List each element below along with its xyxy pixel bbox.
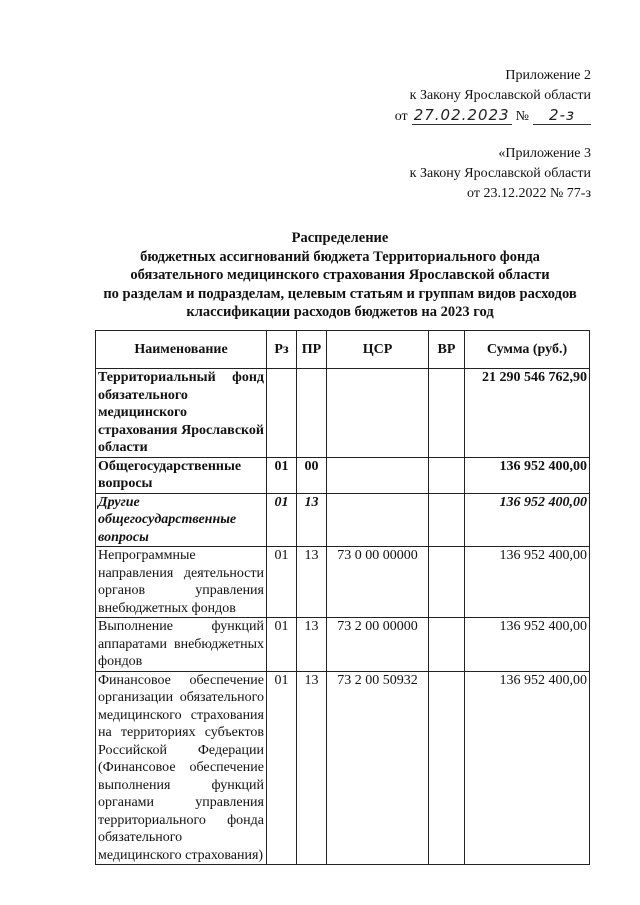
- appendix-2-title: Приложение 2: [505, 68, 591, 83]
- title-line-3: обязательного медицинского страхования Ярославской области: [130, 267, 550, 283]
- table-row: [96, 369, 590, 458]
- table-header-row: [96, 331, 590, 369]
- row-rz: 01: [267, 493, 297, 547]
- row-name: Выполнение функций аппаратами внебюджетных фондов: [96, 618, 267, 672]
- row-csr: [327, 369, 429, 458]
- table-row: [96, 618, 590, 672]
- row-vr: [429, 457, 465, 493]
- budget-table: [95, 330, 590, 865]
- row-rz: 01: [267, 457, 297, 493]
- row-pr: 13: [297, 547, 327, 618]
- title-line-4: по разделам и подразделам, целевым статьям и группам видов расходов: [103, 285, 577, 302]
- row-csr: [327, 493, 429, 547]
- appendix-3-title: «Приложение 3: [498, 146, 591, 161]
- row-name: Непрограммные направления деятельности органов управления внебюджетных фондов: [96, 547, 267, 618]
- row-name: Территориальный фонд обязательного медицинского страхования Ярославской области: [96, 369, 267, 458]
- row-rz: 01: [267, 547, 297, 618]
- row-sum: 136 952 400,00: [465, 457, 590, 493]
- appendix-2-date-line: [395, 106, 591, 127]
- row-vr: [429, 671, 465, 865]
- handwritten-date: 27.02.2023: [412, 106, 512, 125]
- row-pr: 00: [297, 457, 327, 493]
- row-sum: 136 952 400,00: [465, 618, 590, 672]
- title-line-5: классификации расходов бюджетов на 2023 год: [186, 304, 494, 320]
- row-pr: [297, 369, 327, 458]
- table-row: [96, 671, 590, 865]
- row-vr: [429, 369, 465, 458]
- row-name: Общегосударственные вопросы: [96, 457, 267, 493]
- row-pr: 13: [297, 618, 327, 672]
- row-pr: 13: [297, 493, 327, 547]
- appendix-2-block: [395, 66, 591, 127]
- row-vr: [429, 547, 465, 618]
- header-pr: ПР: [297, 331, 327, 369]
- row-name: Финансовое обеспечение организации обязательного медицинского страхования на территориях субъектов Российской Федерации (Финансовое обеспечение выполнения функций органами управления территориального фонда обязательного медицинского страхования): [96, 671, 267, 865]
- row-csr: [327, 457, 429, 493]
- header-name: Наименование: [96, 331, 267, 369]
- row-name: Другие общегосударственные вопросы: [96, 493, 267, 547]
- row-vr: [429, 493, 465, 547]
- header-rz: Рз: [267, 331, 297, 369]
- header-csr: ЦСР: [327, 331, 429, 369]
- row-csr: 73 2 00 50932: [327, 671, 429, 865]
- table-row: [96, 457, 590, 493]
- from-label: от: [394, 109, 408, 124]
- appendix-2-law-ref: к Закону Ярославской области: [409, 88, 591, 103]
- handwritten-number: 2-з: [533, 106, 591, 125]
- title-line-2: бюджетных ассигнований бюджета Территориального фонда: [140, 248, 540, 265]
- table-row: [96, 493, 590, 547]
- title-line-1: Распределение: [291, 230, 389, 246]
- row-sum: 136 952 400,00: [465, 493, 590, 547]
- appendix-3-block: [410, 144, 591, 204]
- row-rz: 01: [267, 618, 297, 672]
- row-sum: 21 290 546 762,90: [465, 369, 590, 458]
- document-title: [60, 229, 620, 322]
- row-sum: 136 952 400,00: [465, 671, 590, 865]
- header-sum: Сумма (руб.): [465, 331, 590, 369]
- appendix-3-date: от 23.12.2022 № 77-з: [467, 186, 591, 201]
- row-pr: 13: [297, 671, 327, 865]
- row-csr: 73 0 00 00000: [327, 547, 429, 618]
- number-label: №: [515, 109, 529, 124]
- appendix-3-law-ref: к Закону Ярославской области: [409, 166, 591, 181]
- row-sum: 136 952 400,00: [465, 547, 590, 618]
- row-rz: [267, 369, 297, 458]
- row-rz: 01: [267, 671, 297, 865]
- row-vr: [429, 618, 465, 672]
- header-vr: ВР: [429, 331, 465, 369]
- table-row: [96, 547, 590, 618]
- row-csr: 73 2 00 00000: [327, 618, 429, 672]
